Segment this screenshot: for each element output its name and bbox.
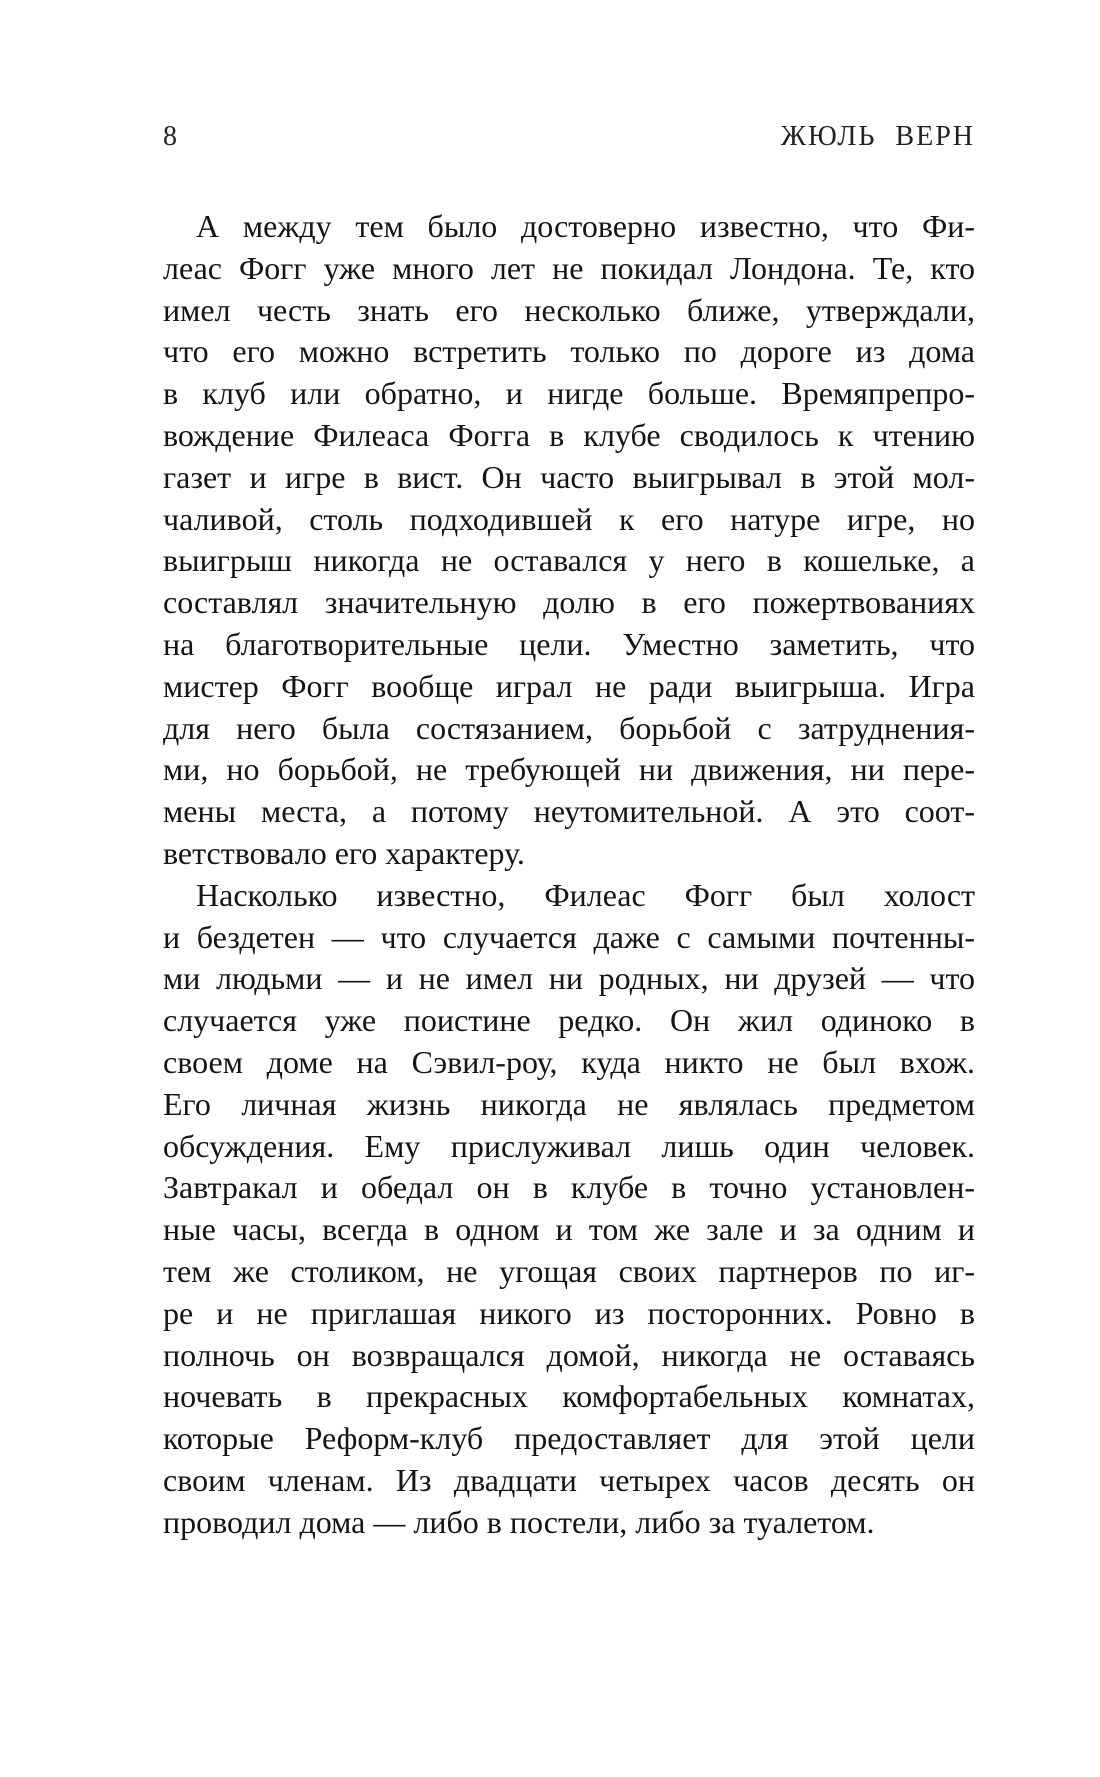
body-text [163, 206, 975, 1544]
text-line: Завтракал и обедал он в клубе в точно установлен- [163, 1169, 975, 1206]
text-line: ми, но борьбой, не требующей ни движения, ни пере- [163, 751, 975, 788]
text-line: составлял значительную долю в его пожертвованиях [163, 584, 975, 621]
text-line: ми людьми — и не имел ни родных, ни друзей — что [163, 960, 975, 997]
text-line: которые Реформ-клуб предоставляет для этой цели [163, 1420, 975, 1457]
text-line: ные часы, всегда в одном и том же зале и за одним и [163, 1211, 975, 1248]
running-header [163, 121, 975, 153]
text-line: выигрыш никогда не оставался у него в кошельке, а [163, 542, 975, 579]
text-line: тем же столиком, не угощая своих партнеров по иг- [163, 1252, 975, 1289]
text-line: на благотворительные цели. Уместно заметить, что [163, 625, 975, 662]
text-line: мистер Фогг вообще играл не ради выигрыша. Игра [163, 667, 975, 704]
text-line: Его личная жизнь никогда не являлась предметом [163, 1085, 975, 1122]
text-line: ночевать в прекрасных комфортабельных комнатах, [163, 1378, 975, 1415]
text-line: ветствовало его характеру. [163, 834, 525, 871]
text-line: газет и игре в вист. Он часто выигрывал в этой мол- [163, 458, 975, 495]
text-line: в клуб или обратно, и нигде больше. Времяпрепро- [163, 375, 975, 412]
page-number: 8 [163, 121, 178, 152]
text-line: и бездетен — что случается даже с самыми почтенны- [163, 918, 975, 955]
text-line: что его можно встретить только по дороге из дома [163, 333, 975, 370]
text-line: случается уже поистине редко. Он жил одиноко в [163, 1002, 975, 1039]
text-line: имел честь знать его несколько ближе, утверждали, [163, 291, 975, 328]
text-line: леас Фогг уже много лет не покидал Лондона. Те, кто [163, 249, 975, 286]
text-line: своим членам. Из двадцати четырех часов десять он [163, 1461, 975, 1498]
text-line: своем доме на Сэвил-роу, куда никто не был вхож. [163, 1043, 975, 1080]
text-line: мены места, а потому неутомительной. А это соот- [163, 793, 975, 830]
text-line: для него была состязанием, борьбой с затруднения- [163, 709, 975, 746]
text-line: чаливой, столь подходившей к его натуре игре, но [163, 500, 975, 537]
text-line: ре и не приглашая никого из посторонних. Ровно в [163, 1294, 975, 1331]
running-title: ЖЮЛЬ ВЕРН [780, 121, 975, 152]
text-line: полночь он возвращался домой, никогда не оставаясь [163, 1336, 975, 1373]
text-line: Насколько известно, Филеас Фогг был холост [196, 876, 975, 913]
text-line: А между тем было достоверно известно, что Фи- [196, 208, 975, 244]
text-line: обсуждения. Ему прислуживал лишь один человек. [163, 1127, 975, 1164]
text-line: вождение Филеаса Фогга в клубе сводилось к чтению [163, 416, 975, 453]
text-line: проводил дома — либо в постели, либо за туалетом. [163, 1503, 875, 1540]
